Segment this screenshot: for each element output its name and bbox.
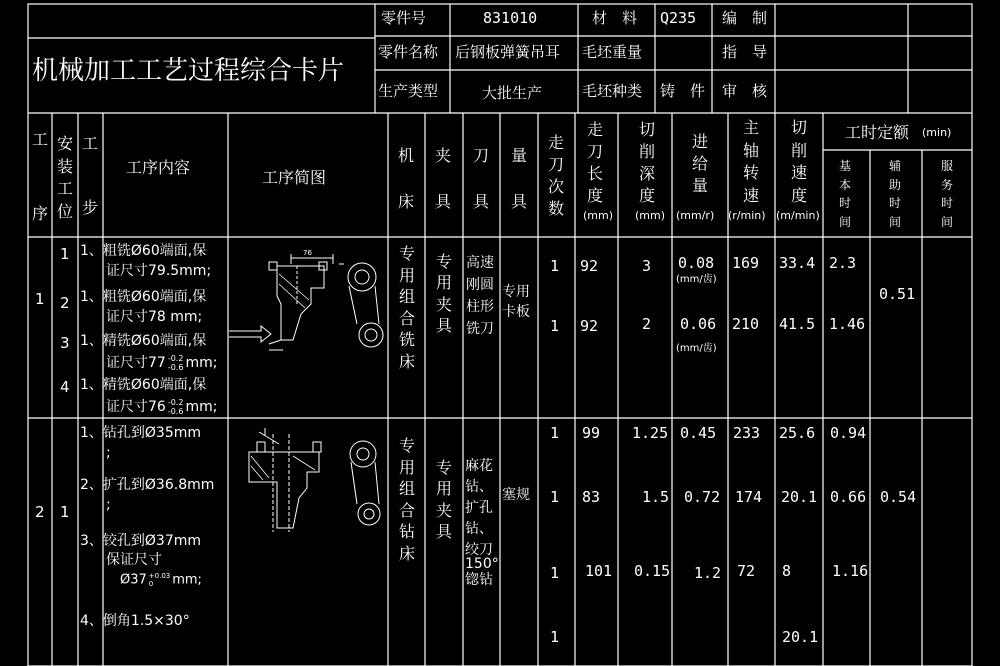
col-feed-unit: (mm/r) — [676, 209, 715, 222]
op1-p1-passes: 1 — [550, 257, 560, 275]
op1-step-4-line1: 1、精铣Ø60端面,保 — [80, 377, 207, 393]
col-cut-speed: 切 削 速 度 — [790, 118, 807, 205]
op1-install-4: 4 — [60, 378, 70, 396]
col-sketch: 工序简图 — [262, 168, 327, 187]
op1-p2-cut-speed: 41.5 — [779, 315, 816, 333]
op2-p2-depth: 1.5 — [642, 488, 670, 506]
op2-p3-length: 101 — [585, 562, 613, 580]
op2-gauge: 塞规 — [502, 487, 530, 503]
blank-weight-label: 毛坯重量 — [582, 43, 643, 61]
op2-p3-speed: 72 — [737, 562, 756, 580]
col-feed: 进 给 量 — [691, 132, 708, 195]
compiled-label: 编 制 — [722, 9, 768, 27]
op2-tool: 麻花钻、扩孔钻、绞刀 — [465, 458, 493, 558]
op2-aux-time: 0.54 — [880, 488, 917, 506]
col-depth: 切 削 深 度 — [638, 120, 655, 205]
op2-step-3-line1: 3、铰孔到Ø37mm — [80, 533, 202, 549]
col-speed-unit: (r/min) — [728, 209, 766, 222]
op2-step-2-line2: ; — [106, 497, 111, 513]
col-process: 工 序 — [31, 130, 48, 223]
op1-step-3-line2: 证尺寸77 -0.2 -0.6 mm; — [106, 354, 218, 372]
op1-p2-feed-unit: (mm/齿) — [676, 343, 717, 354]
col-length: 走 刀 长 度 — [586, 120, 603, 205]
op2-p3-basic-time: 1.16 — [832, 562, 869, 580]
op1-tool: 高速刚圆柱形铣刀 — [466, 255, 494, 337]
op1-sketch — [229, 244, 387, 362]
op2-p4-cut-speed: 20.1 — [782, 628, 819, 646]
op2-step-1-line2: ; — [106, 445, 111, 461]
op2-step-3-line2: 保证尺寸 — [106, 552, 162, 568]
op2-p3-feed: 1.2 — [694, 564, 722, 582]
op1-p2-depth: 2 — [642, 315, 652, 333]
material-label: 材 料 — [592, 9, 638, 27]
op1-machine: 专 用 组 合 铣 床 — [398, 244, 415, 371]
op1-install-2: 2 — [60, 294, 70, 312]
production-type-value: 大批生产 — [482, 84, 543, 102]
op1-p1-feed-unit: (mm/齿) — [676, 274, 717, 285]
guide-label: 指 导 — [722, 43, 768, 61]
col-time-quota: 工时定额 — [845, 123, 910, 142]
op2-p1-basic-time: 0.94 — [830, 424, 867, 442]
op1-p2-speed: 210 — [732, 315, 760, 333]
op2-p4-passes: 1 — [550, 628, 560, 646]
op1-step-3-line1: 1、精铣Ø60端面,保 — [80, 333, 207, 349]
op2-step-4-line1: 4、倒角1.5×30° — [80, 613, 190, 629]
part-no-label: 零件号 — [381, 9, 427, 27]
op1-step-2-line2: 证尺寸78 mm; — [106, 309, 203, 325]
op1-p1-depth: 3 — [642, 257, 652, 275]
op2-p2-cut-speed: 20.1 — [781, 488, 818, 506]
op1-step-1-line2: 证尺寸79.5mm; — [106, 263, 212, 279]
op2-tool-extra: 150°锪钻 — [465, 556, 499, 588]
op1-p1-length: 92 — [580, 257, 599, 275]
op1-number: 1 — [35, 290, 45, 308]
col-service-time: 服 务 时 间 — [940, 159, 953, 229]
op2-p1-passes: 1 — [550, 424, 560, 442]
col-gauge: 量 具 — [510, 146, 527, 211]
op2-fixture: 专 用 夹 具 — [435, 458, 452, 541]
part-name-label: 零件名称 — [378, 43, 439, 61]
op1-fixture: 专 用 夹 具 — [435, 252, 452, 335]
col-content: 工序内容 — [126, 158, 191, 177]
col-install: 安 装 工 位 — [56, 134, 73, 221]
op2-machine: 专 用 组 合 钻 床 — [398, 436, 415, 563]
op2-p2-length: 83 — [582, 488, 601, 506]
op2-p1-feed: 0.45 — [680, 424, 717, 442]
blank-type-label: 毛坯种类 — [582, 82, 643, 100]
op1-p1-basic-time: 2.3 — [829, 254, 857, 272]
op2-p1-depth: 1.25 — [632, 424, 669, 442]
op2-sketch — [229, 422, 387, 540]
col-machine: 机 床 — [397, 146, 414, 211]
col-step: 工 步 — [81, 134, 98, 217]
op2-p3-depth: 0.15 — [634, 562, 671, 580]
material-value: Q235 — [660, 9, 697, 27]
col-basic-time: 基 本 时 间 — [838, 159, 851, 229]
op1-p1-cut-speed: 33.4 — [779, 254, 816, 272]
col-time-unit: (min) — [922, 126, 952, 139]
part-name-value: 后钢板弹簧吊耳 — [455, 43, 561, 61]
op1-p1-feed: 0.08 — [678, 254, 715, 272]
col-cut-speed-unit: (m/min) — [776, 209, 820, 222]
op2-number: 2 — [35, 503, 45, 521]
op1-p2-feed: 0.06 — [680, 315, 717, 333]
col-depth-unit: (mm) — [635, 209, 666, 222]
op1-gauge: 专用卡板 — [502, 284, 530, 320]
op1-aux-time: 0.51 — [879, 285, 916, 303]
op2-p1-cut-speed: 25.6 — [779, 424, 816, 442]
op1-p2-basic-time: 1.46 — [829, 315, 866, 333]
op2-p3-passes: 1 — [550, 564, 560, 582]
op2-step-2-line1: 2、扩孔到Ø36.8mm — [80, 477, 215, 493]
op2-p2-speed: 174 — [735, 488, 763, 506]
col-speed: 主 轴 转 速 — [742, 118, 759, 205]
production-type-label: 生产类型 — [378, 82, 439, 100]
part-no-value: 831010 — [483, 9, 538, 27]
col-passes: 走 刀 次 数 — [547, 133, 564, 218]
op1-step-2-line1: 1、粗铣Ø60端面,保 — [80, 289, 207, 305]
op2-p2-basic-time: 0.66 — [830, 488, 867, 506]
op1-p2-passes: 1 — [550, 317, 560, 335]
op2-p2-feed: 0.72 — [684, 488, 721, 506]
op1-install-3: 3 — [60, 334, 70, 352]
op2-p2-passes: 1 — [550, 488, 560, 506]
op2-install: 1 — [60, 503, 70, 521]
op1-sketch-dim: 76 — [303, 249, 312, 257]
col-fixture: 夹 具 — [434, 146, 451, 211]
col-tool: 刀 具 — [472, 146, 489, 211]
op1-step-4-line2: 证尺寸76 -0.2 -0.6 mm; — [106, 398, 218, 416]
op2-step-1-line1: 1、钻孔到Ø35mm — [80, 425, 202, 441]
op2-p1-speed: 233 — [733, 424, 761, 442]
col-aux-time: 辅 助 时 间 — [888, 159, 901, 229]
card-title: 机械加工工艺过程综合卡片 — [32, 56, 345, 86]
op2-p1-length: 99 — [582, 424, 601, 442]
op1-p2-length: 92 — [580, 317, 599, 335]
op1-p1-speed: 169 — [732, 254, 760, 272]
op1-step-1-line1: 1、粗铣Ø60端面,保 — [80, 243, 207, 259]
review-label: 审 核 — [722, 82, 768, 100]
col-length-unit: (mm) — [583, 209, 614, 222]
op2-p3-cut-speed: 8 — [782, 562, 792, 580]
op1-install-1: 1 — [60, 245, 70, 263]
blank-type-value: 铸 件 — [660, 82, 706, 100]
op2-step-3-line3: Ø37 +0.03 0 mm; — [120, 572, 202, 588]
